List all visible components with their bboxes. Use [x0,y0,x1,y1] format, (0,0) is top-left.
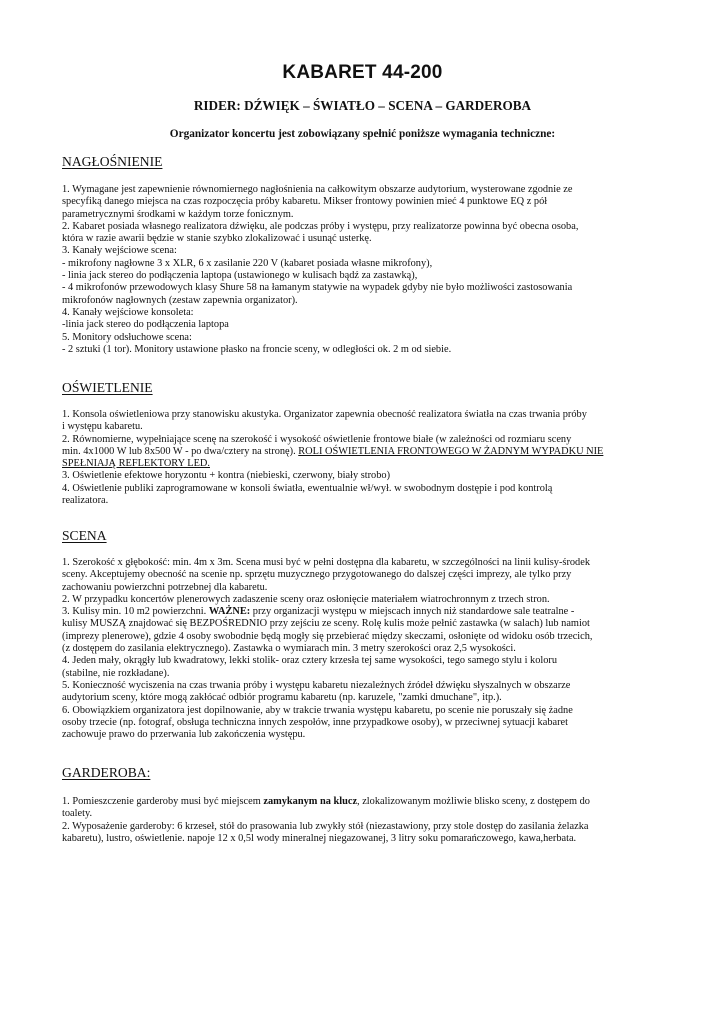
warning-text: SPEŁNIAJĄ REFLEKTORY LED. [62,458,210,470]
paragraph-text: min. 4x1000 W lub 8x500 W - po dwa/cztery na stronę). [62,445,299,457]
paragraph-line: 2. W przypadku koncertów plenerowych zadaszenie sceny oraz osłonięcie materiałem wiatrochronnym z trzech stron. [62,593,550,605]
section-heading-garderoba: GARDEROBA: [62,765,151,780]
paragraph-line: - linia jack stereo do podłączenia laptopa (ustawionego w kulisach bądź za zastawką), [62,270,418,282]
paragraph-line: (imprezy plenerowe), gdzie 4 osoby swobodnie będą mogły się przebierać między skeczami, osłonięte od widoku osób trzecich, [62,630,593,642]
emphasis-text: zamykanym na klucz [263,796,358,807]
paragraph-line: (z dostępem do zasilania elektrycznego). Zastawka o wymiarach min. 3 metry szerokości oraz 2,5 wysokości. [62,643,516,655]
paragraph-line: 2. Wyposażenie garderoby: 6 krzeseł, stół do prasowania lub zwykły stół (niezastawiony, przy stole dostęp do zasilania żelazka [62,820,589,832]
document-subtitle: RIDER: DŹWIĘK – ŚWIATŁO – SCENA – GARDEROBA [193,98,532,113]
section-heading-scena: SCENA [62,528,107,543]
paragraph-line [62,606,682,618]
paragraph-line: 1. Konsola oświetleniowa przy stanowisku akustyka. Organizator zapewnia obecność realizatora światła na czas trwania próby [62,409,587,420]
section-heading-oswietlenie: OŚWIETLENIE [62,380,153,395]
paragraph-text: 1. Pomieszczenie garderoby musi być miejscem [62,796,264,807]
paragraph-line: - 2 sztuki (1 tor). Monitory ustawione płasko na froncie sceny, w odległości ok. 2 m od siebie. [62,343,452,355]
paragraph-line: 2. Równomierne, wypełniające scenę na szerokość i wysokość oświetlenie frontowe białe (w zależności od rozmiaru sceny [62,433,572,445]
document-intro: Organizator koncertu jest zobowiązany spełnić poniższe wymagania techniczne: [169,128,556,140]
paragraph-line: - 4 mikrofonów przewodowych klasy Shure 58 na łamanym statywie na wypadek gdyby nie było możliwości zastosowania [62,282,573,294]
paragraph-line: - mikrofony nagłowne 3 x XLR, 6 x zasilanie 220 V (kabaret posiada własne mikrofony), [62,257,433,269]
paragraph-line: 1. Wymagane jest zapewnienie równomiernego nagłośnienia na całkowitym obszarze audytorium, wysterowane zgodnie ze [62,184,573,195]
important-label: WAŻNE: [208,606,251,618]
paragraph-line: 5. Monitory odsłuchowe scena: [62,331,192,343]
paragraph-line: 3. Oświetlenie efektowe horyzontu + kontra (niebieski, czerwony, biały strobo) [62,470,391,482]
paragraph-text: 3. Kulisy min. 10 m2 powierzchni. [62,606,209,618]
paragraph-line: która w razie awarii będzie w stanie szybko zlokalizować i usunąć usterkę. [62,233,372,245]
paragraph-line: zachowaniu powierzchni potrzebnej dla kabaretu. [62,581,268,593]
document-title: KABARET 44-200 [282,62,443,83]
paragraph-line: 3. Kanały wejściowe scena: [62,245,177,257]
paragraph-line: kulisy MUSZĄ znajdować się BEZPOŚREDNIO przy zejściu ze sceny. Rolę kulis może pełnić zastawka (w salach) lub namiot [62,618,590,630]
warning-text: ROLI OŚWIETLENIA FRONTOWEGO W ŻADNYM WYPADKU NIE [298,445,604,457]
paragraph-text: , zlokalizowanym możliwie blisko sceny, z dostępem do [357,796,590,807]
paragraph-line: -linia jack stereo do podłączenia laptopa [62,319,229,331]
paragraph-line: zachowuje prawo do przerwania lub zakończenia występu. [62,729,306,741]
paragraph-line: 4. Jeden mały, okrągły lub kwadratowy, lekki stolik- oraz cztery krzesła tej same wysokości, tego samego stylu i koloru [62,655,558,667]
paragraph-line: audytorium sceny, które mogą zakłócać odbiór programu kabaretu (np. karuzele, "zamki dmuchane", itp.). [62,692,502,704]
section-scena [62,557,682,741]
section-heading-naglosnienie: NAGŁOŚNIENIE [62,154,163,169]
paragraph-line: parametrycznymi środkami w każdym torze fonicznym. [62,208,294,220]
paragraph-text: przy organizacji występu w miejscach innych niż standardowe sale teatralne - [250,606,575,618]
paragraph-line: sceny. Akceptujemy obecność na scenie np. sprzętu muzycznego przygotowanego do dalszej części imprezy, ale tylko przy [62,569,572,581]
paragraph-line: kabaretu), lustro, oświetlenie. napoje 12 x 0,5l wody mineralnej niegazowanej, 3 litry soku pomarańczowego, kawa,herbata. [62,832,577,844]
paragraph-line: mikrofonów nagłownych (zestaw zapewnia organizator). [62,294,298,306]
paragraph-line: i występu kabaretu. [62,421,143,433]
paragraph-line: 1. Szerokość x głębokość: min. 4m x 3m. Scena musi być w pełni dostępna dla kabaretu, w szczególności na linii kulisy-środek [62,557,590,568]
section-garderoba [62,796,682,845]
paragraph-line: 5. Konieczność wyciszenia na czas trwania próby i występu kabaretu niezależnych źródeł dźwięku słyszalnych w obszarze [62,679,571,691]
paragraph-line: osoby trzecie (np. fotograf, obsługa techniczna innych zespołów, inne przypadkowe osoby), w przeciwnej sytuacji kabaret [62,716,568,728]
paragraph-line: 4. Oświetlenie publiki zaprogramowane w konsoli światła, ewentualnie wł/wył. w swobodnym dostępie i pod kontrolą [62,482,553,494]
paragraph-line: 6. Obowiązkiem organizatora jest dopilnowanie, aby w trakcie trwania występu kabaretu, po scenie nie poruszały się żadne [62,704,573,716]
section-oswietlenie [62,409,682,507]
paragraph-line: 4. Kanały wejściowe konsoleta: [62,306,194,318]
paragraph-line: 2. Kabaret posiada własnego realizatora dźwięku, ale podczas próby i występu, przy realizatorze powinna być obecna osoba, [62,220,579,232]
paragraph-line: toalety. [62,808,93,820]
paragraph-line: realizatora. [62,495,109,507]
paragraph-line: specyfiką danego miejsca na czas rozpoczęcia próby kabaretu. Mikser frontowy powinien mieć 4 punktowe EQ z pół [62,196,548,208]
paragraph-line [62,796,682,808]
paragraph-line [62,446,682,458]
paragraph-line: (stabilne, nie rozkładane). [62,667,170,679]
section-naglosnienie [62,184,682,356]
